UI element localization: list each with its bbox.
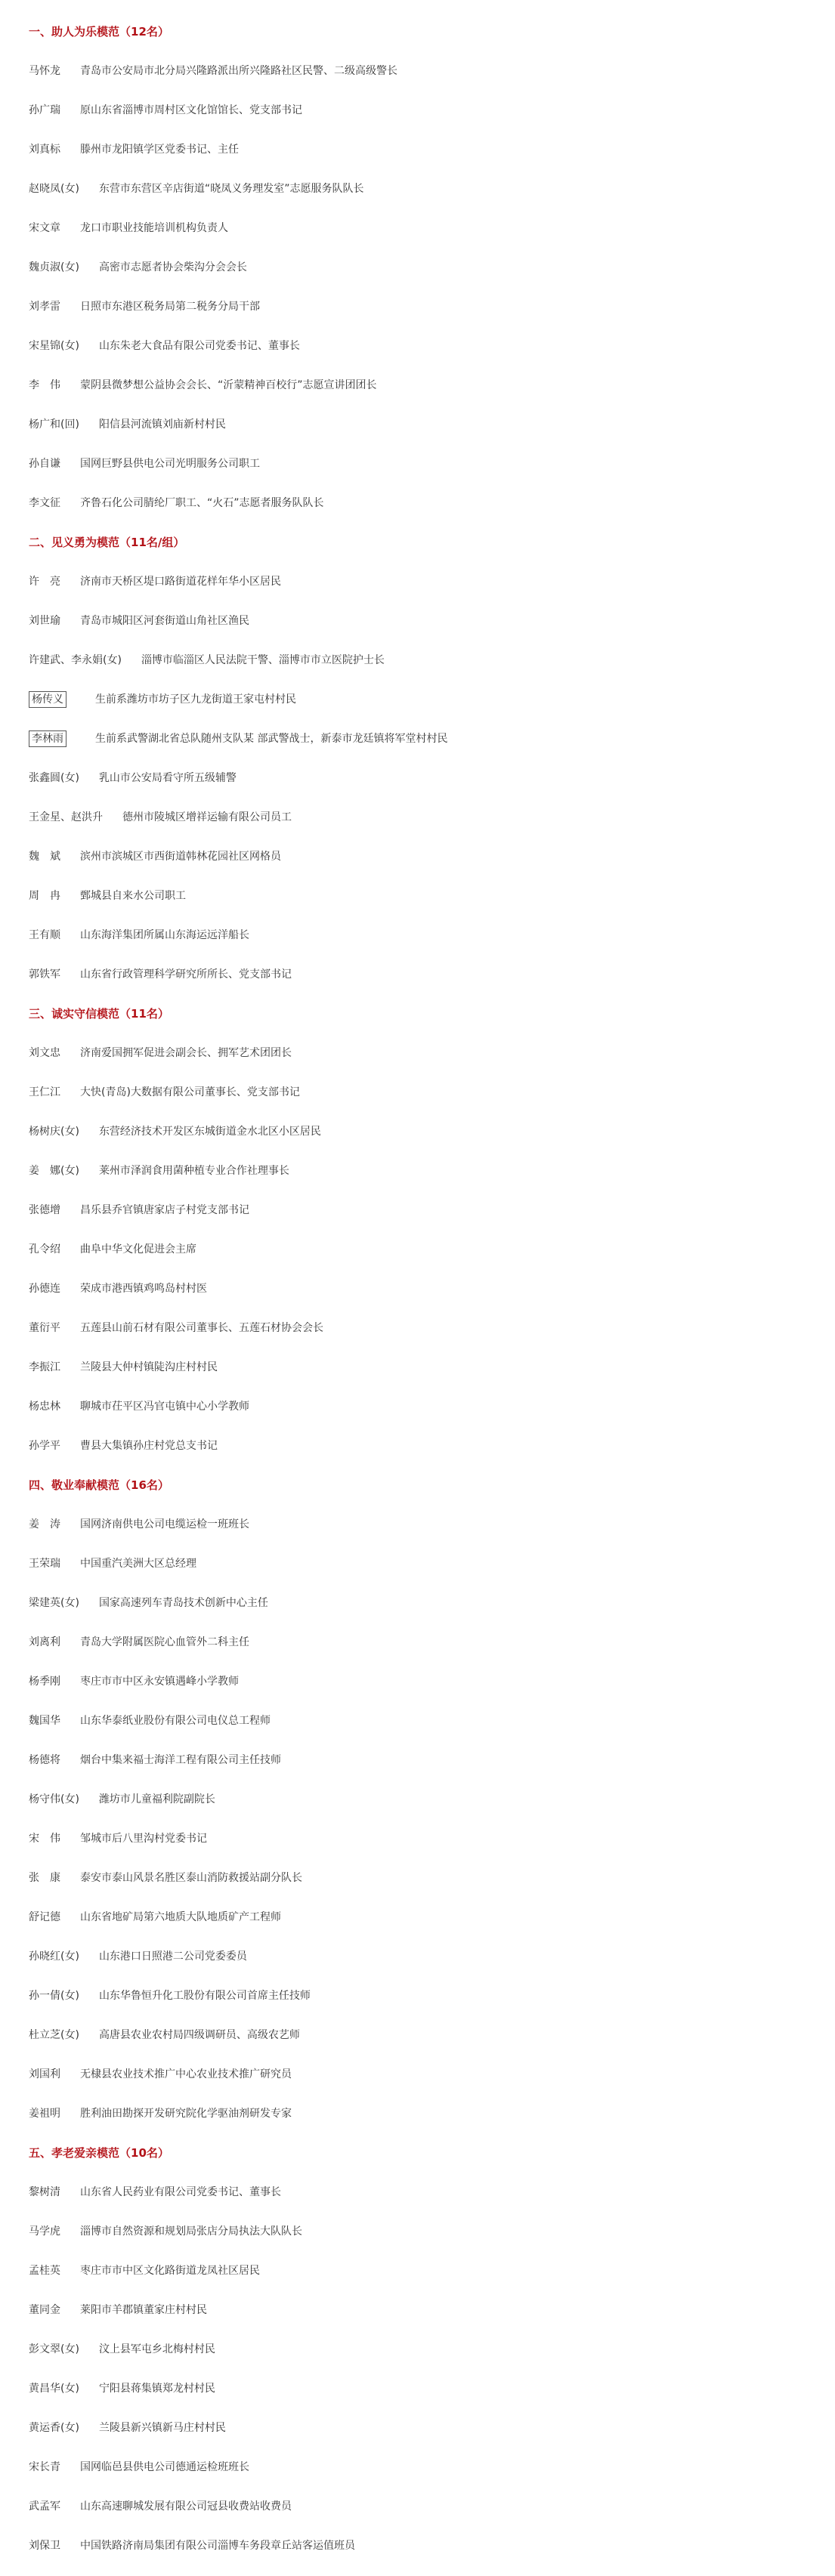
person-name: 宋 伟 [29, 1833, 60, 1845]
list-item [29, 174, 835, 213]
list-item [29, 920, 835, 959]
list-item [29, 763, 835, 802]
person-description: 曹县大集镇孙庄村党总支书记 [80, 1440, 218, 1452]
person-description: 汶上县军屯乡北梅村村民 [98, 2343, 215, 2355]
person-name: 马学虎 [29, 2225, 60, 2238]
person-description: 原山东省淄博市周村区文化馆馆长、党支部书记 [80, 104, 302, 116]
person-description: 青岛市公安局市北分局兴隆路派出所兴隆路社区民警、二级高级警长 [80, 65, 397, 77]
section-heading: 三、诚实守信模范（11名） [29, 1007, 169, 1021]
list-item [29, 2099, 835, 2138]
person-description: 国网济南供电公司电缆运检一班班长 [80, 1518, 249, 1530]
person-name: 李振江 [29, 1361, 60, 1373]
section-1 [29, 17, 835, 527]
list-item [29, 1588, 835, 1627]
person-description: 烟台中集来福士海洋工程有限公司主任技师 [80, 1754, 281, 1766]
list-item [29, 331, 835, 370]
list-item [29, 645, 835, 684]
person-name: 刘孝雷 [29, 301, 60, 313]
person-description: 东营经济技术开发区东城街道金水北区小区居民 [98, 1126, 321, 1138]
person-name: 王有顺 [29, 929, 60, 941]
person-description: 高唐县农业农村局四级调研员、高级农艺师 [98, 2029, 300, 2041]
person-description: 国网临邑县供电公司德通运检班班长 [80, 2461, 249, 2473]
person-name: 武孟军 [29, 2500, 60, 2513]
list-item [29, 1117, 835, 1156]
list-item [29, 488, 835, 527]
list-item [29, 213, 835, 252]
person-name: 魏 斌 [29, 851, 60, 863]
list-item [29, 724, 835, 763]
person-description: 滕州市龙阳镇学区党委书记、主任 [80, 144, 239, 156]
person-description: 山东省地矿局第六地质大队地质矿产工程师 [80, 1911, 281, 1923]
list-item [29, 1352, 835, 1391]
person-description: 济南市天桥区堤口路街道花样年华小区居民 [80, 576, 281, 588]
person-name: 孙学平 [29, 1440, 60, 1452]
person-name: 刘文忠 [29, 1047, 60, 1059]
person-description: 荣成市港西镇鸡鸣岛村村医 [80, 1283, 207, 1295]
person-name: 宋星锦(女) [29, 340, 79, 352]
person-description: 五莲县山前石材有限公司董事长、五莲石材协会会长 [80, 1322, 323, 1334]
section-3 [29, 999, 835, 1470]
person-description: 宁阳县蒋集镇郑龙村村民 [98, 2383, 215, 2395]
list-item [29, 95, 835, 134]
person-description: 国网巨野县供电公司光明服务公司职工 [80, 458, 260, 470]
person-description: 滨州市滨城区市西街道韩林花园社区网格员 [80, 851, 281, 863]
section-2 [29, 527, 835, 999]
person-description: 兰陵县大仲村镇陡沟庄村村民 [80, 1361, 218, 1373]
person-name: 孙晓红(女) [29, 1951, 79, 1963]
person-name: 马怀龙 [29, 65, 60, 77]
person-name: 黄运香(女) [29, 2422, 79, 2434]
person-name: 刘保卫 [29, 2540, 60, 2552]
person-name: 宋文章 [29, 222, 60, 234]
list-item [29, 842, 835, 881]
person-description: 枣庄市市中区永安镇遇峰小学教师 [80, 1676, 239, 1688]
person-name: 杜立芝(女) [29, 2029, 79, 2041]
person-description: 曲阜中华文化促进会主席 [80, 1243, 196, 1256]
list-item [29, 449, 835, 488]
person-description: 生前系武警湖北省总队随州支队某 部武警战士，新泰市龙廷镇将军堂村村民 [95, 733, 448, 745]
person-name: 杨忠林 [29, 1401, 60, 1413]
person-name: 孙德连 [29, 1283, 60, 1295]
list-item [29, 370, 835, 409]
list-item [29, 1863, 835, 1902]
person-name: 刘国利 [29, 2068, 60, 2080]
boxed-person-name: 杨传义 [29, 691, 66, 708]
list-item [29, 1784, 835, 1824]
list-item [29, 684, 835, 724]
person-description: 淄博市临淄区人民法院干警、淄博市市立医院护士长 [141, 654, 385, 666]
person-description: 大快(青岛)大数据有限公司董事长、党支部书记 [80, 1086, 300, 1098]
person-description: 蒙阴县微梦想公益协会会长、“沂蒙精神百校行”志愿宣讲团团长 [80, 379, 377, 391]
list-item [29, 1313, 835, 1352]
person-description: 德州市陵城区增祥运输有限公司员工 [122, 811, 292, 823]
person-name: 张鑫圆(女) [29, 772, 79, 784]
list-item [29, 2334, 835, 2374]
list-item [29, 1981, 835, 2020]
person-name: 许 亮 [29, 576, 60, 588]
person-description: 中国铁路济南局集团有限公司淄博车务段章丘站客运值班员 [80, 2540, 355, 2552]
list-item [29, 1509, 835, 1549]
person-name: 孙一倩(女) [29, 1990, 79, 2002]
person-name: 魏国华 [29, 1715, 60, 1727]
person-name: 杨树庆(女) [29, 1126, 79, 1138]
list-item [29, 881, 835, 920]
person-description: 乳山市公安局看守所五级辅警 [98, 772, 237, 784]
person-description: 齐鲁石化公司腈纶厂职工、“火石”志愿者服务队队长 [80, 497, 324, 509]
person-description: 山东华泰纸业股份有限公司电仪总工程师 [80, 1715, 271, 1727]
person-description: 潍坊市儿童福利院副院长 [98, 1793, 215, 1805]
person-description: 山东高速聊城发展有限公司冠县收费站收费员 [80, 2500, 292, 2513]
list-item [29, 1549, 835, 1588]
list-item [29, 1627, 835, 1666]
person-name: 杨德将 [29, 1754, 60, 1766]
section-4 [29, 1470, 835, 2138]
person-name: 孙广瑞 [29, 104, 60, 116]
list-item [29, 252, 835, 292]
list-item [29, 1156, 835, 1195]
person-description: 山东华鲁恒升化工股份有限公司首席主任技师 [98, 1990, 311, 2002]
person-name: 王金星、赵洪升 [29, 811, 103, 823]
list-item [29, 292, 835, 331]
list-item [29, 2216, 835, 2256]
person-name: 王仁江 [29, 1086, 60, 1098]
person-name: 李文征 [29, 497, 60, 509]
list-item [29, 2491, 835, 2531]
person-name: 魏贞淑(女) [29, 261, 79, 273]
list-item [29, 2531, 835, 2570]
person-name: 杨守伟(女) [29, 1793, 79, 1805]
person-name: 黄昌华(女) [29, 2383, 79, 2395]
person-name: 刘真标 [29, 144, 60, 156]
person-name: 彭文翠(女) [29, 2343, 79, 2355]
list-item [29, 959, 835, 999]
list-item [29, 567, 835, 606]
person-name: 宋长青 [29, 2461, 60, 2473]
person-description: 国家高速列车青岛技术创新中心主任 [98, 1597, 268, 1609]
list-item [29, 1077, 835, 1117]
list-item [29, 56, 835, 95]
list-item [29, 2413, 835, 2452]
person-description: 兰陵县新兴镇新马庄村村民 [98, 2422, 226, 2434]
person-description: 济南爱国拥军促进会副会长、拥军艺术团团长 [80, 1047, 292, 1059]
list-item [29, 1234, 835, 1274]
person-name: 郭铁军 [29, 968, 60, 981]
person-name: 姜 涛 [29, 1518, 60, 1530]
person-description: 莱阳市羊郡镇董家庄村村民 [80, 2304, 207, 2316]
person-name: 周 冉 [29, 890, 60, 902]
person-name: 黎树清 [29, 2186, 60, 2198]
section-heading: 二、见义勇为模范（11名/组） [29, 536, 185, 549]
list-item [29, 1902, 835, 1941]
list-item [29, 1941, 835, 1981]
person-description: 淄博市自然资源和规划局张店分局执法大队队长 [80, 2225, 302, 2238]
person-name: 张德增 [29, 1204, 60, 1216]
list-item [29, 2059, 835, 2099]
person-description: 高密市志愿者协会柴沟分会会长 [98, 261, 247, 273]
list-item [29, 1274, 835, 1313]
boxed-person-name: 李林雨 [29, 730, 66, 747]
person-name: 姜 娜(女) [29, 1165, 79, 1177]
person-name: 杨季刚 [29, 1676, 60, 1688]
list-item [29, 134, 835, 174]
person-name: 王荣瑞 [29, 1558, 60, 1570]
section-5 [29, 2138, 835, 2570]
person-description: 山东海洋集团所属山东海运远洋船长 [80, 929, 249, 941]
person-description: 泰安市泰山风景名胜区泰山消防救援站副分队长 [80, 1872, 302, 1884]
person-name: 董同金 [29, 2304, 60, 2316]
list-item [29, 2295, 835, 2334]
person-name: 孟桂英 [29, 2265, 60, 2277]
section-heading: 五、孝老爱亲模范（10名） [29, 2146, 169, 2160]
person-description: 青岛市城阳区河套街道山角社区渔民 [80, 615, 249, 627]
list-item [29, 1038, 835, 1077]
person-name: 李 伟 [29, 379, 60, 391]
section-heading: 一、助人为乐模范（12名） [29, 25, 169, 39]
list-item [29, 606, 835, 645]
list-item [29, 1195, 835, 1234]
person-description: 青岛大学附属医院心血管外二科主任 [80, 1636, 249, 1648]
person-name: 刘离利 [29, 1636, 60, 1648]
person-name: 姜祖明 [29, 2108, 60, 2120]
list-item [29, 2020, 835, 2059]
person-description: 阳信县河流镇刘庙新村村民 [98, 419, 226, 431]
person-name: 刘世瑜 [29, 615, 60, 627]
person-description: 生前系潍坊市坊子区九龙街道王家屯村村民 [95, 693, 296, 706]
person-name: 杨广和(回) [29, 419, 79, 431]
person-description: 东营市东营区辛店街道“晓凤义务理发室”志愿服务队队长 [98, 183, 364, 195]
list-item [29, 2452, 835, 2491]
person-description: 莱州市泽润食用菌种植专业合作社理事长 [98, 1165, 289, 1177]
person-description: 龙口市职业技能培训机构负责人 [80, 222, 228, 234]
list-item [29, 1824, 835, 1863]
person-description: 山东省行政管理科学研究所所长、党支部书记 [80, 968, 292, 981]
list-item [29, 409, 835, 449]
list-item [29, 1666, 835, 1706]
person-name: 赵晓凤(女) [29, 183, 79, 195]
person-name: 孔令绍 [29, 1243, 60, 1256]
list-item [29, 2256, 835, 2295]
list-item [29, 802, 835, 842]
person-description: 枣庄市市中区文化路街道龙凤社区居民 [80, 2265, 260, 2277]
person-name: 张 康 [29, 1872, 60, 1884]
section-heading: 四、敬业奉献模范（16名） [29, 1478, 169, 1492]
person-description: 昌乐县乔官镇唐家店子村党支部书记 [80, 1204, 249, 1216]
list-item [29, 2177, 835, 2216]
list-item [29, 1745, 835, 1784]
person-name: 舒记德 [29, 1911, 60, 1923]
person-description: 聊城市茌平区冯官屯镇中心小学教师 [80, 1401, 249, 1413]
person-description: 鄄城县自来水公司职工 [80, 890, 186, 902]
person-description: 山东港口日照港二公司党委委员 [98, 1951, 247, 1963]
person-description: 日照市东港区税务局第二税务分局干部 [80, 301, 260, 313]
list-item [29, 1391, 835, 1431]
person-name: 梁建英(女) [29, 1597, 79, 1609]
person-description: 中国重汽美洲大区总经理 [80, 1558, 196, 1570]
list-item [29, 1706, 835, 1745]
person-description: 无棣县农业技术推广中心农业技术推广研究员 [80, 2068, 292, 2080]
list-item [29, 1431, 835, 1470]
person-description: 山东朱老大食品有限公司党委书记、董事长 [98, 340, 300, 352]
person-description: 胜利油田勘探开发研究院化学驱油剂研发专家 [80, 2108, 292, 2120]
person-description: 邹城市后八里沟村党委书记 [80, 1833, 207, 1845]
person-description: 山东省人民药业有限公司党委书记、董事长 [80, 2186, 281, 2198]
person-name: 许建武、李永娟(女) [29, 654, 122, 666]
person-name: 孙自谦 [29, 458, 60, 470]
list-item [29, 2374, 835, 2413]
person-name: 董衍平 [29, 1322, 60, 1334]
